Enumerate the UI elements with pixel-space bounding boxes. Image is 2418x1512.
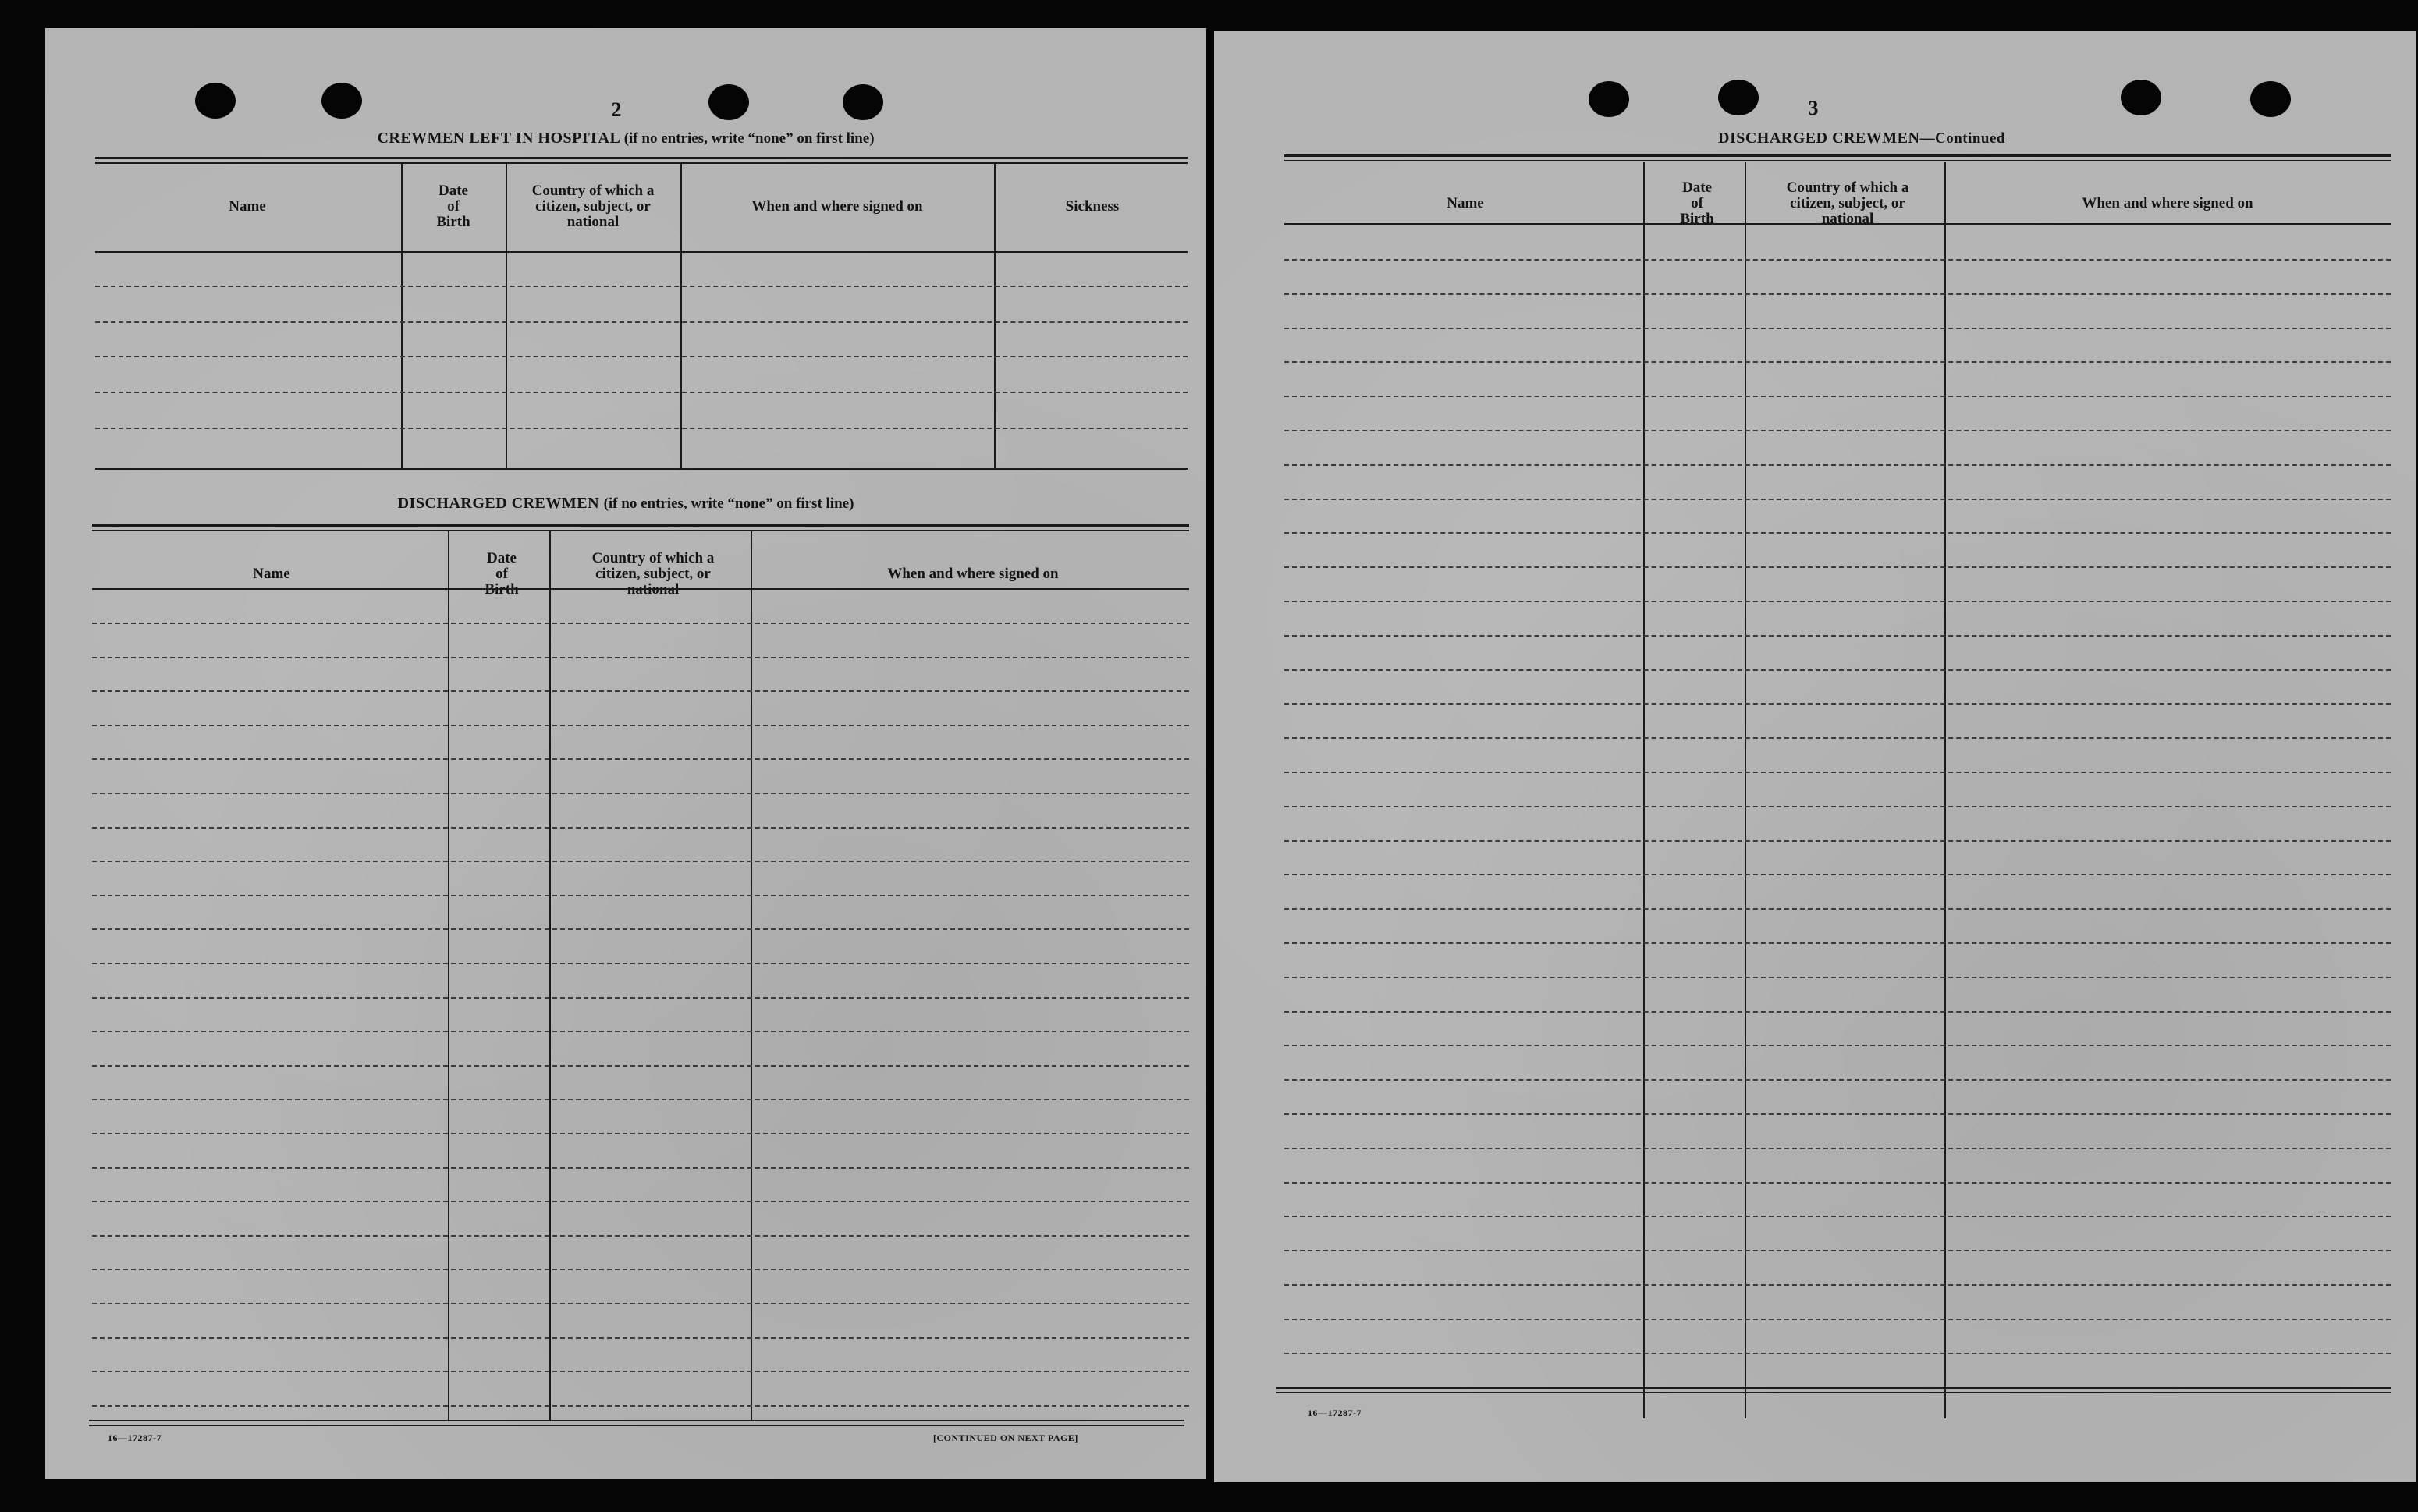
- entry-line: [92, 1201, 1189, 1202]
- entry-line: [92, 1235, 1189, 1237]
- entry-line: [1284, 840, 2391, 842]
- entry-line: [1284, 1250, 2391, 1251]
- entry-line: [92, 1269, 1189, 1270]
- entry-line: [92, 928, 1189, 930]
- entry-line: [1284, 1011, 2391, 1013]
- entry-line: [1284, 293, 2391, 295]
- entry-line: [1284, 669, 2391, 671]
- entry-line: [1284, 703, 2391, 705]
- continued-label: —Continued: [1919, 130, 2005, 147]
- header-rule: [1284, 223, 2391, 225]
- entry-line: [1284, 806, 2391, 807]
- continued-note: [CONTINUED ON NEXT PAGE]: [933, 1432, 1078, 1443]
- discharged-section-title: [45, 495, 1206, 513]
- entry-line: [95, 286, 1188, 287]
- entry-line: [92, 1303, 1189, 1304]
- entry-line: [92, 1133, 1189, 1134]
- table-top-rule: [1284, 160, 2391, 161]
- column-header-name: Name: [253, 566, 290, 582]
- column-divider: [751, 531, 752, 1421]
- entry-line: [95, 321, 1188, 323]
- entry-line: [92, 690, 1189, 692]
- entry-line: [1284, 566, 2391, 568]
- entry-line: [95, 428, 1188, 429]
- form-page-right: [1214, 31, 2416, 1482]
- form-code: 16—17287-7: [108, 1432, 162, 1443]
- entry-line: [1284, 874, 2391, 875]
- column-header-signed-on: When and where signed on: [751, 198, 923, 215]
- column-header-name: Name: [1447, 195, 1484, 211]
- column-header-country: Country of which a citizen, subject, or national: [531, 183, 655, 230]
- table-bottom-rule: [1276, 1392, 2391, 1393]
- column-header-country: Country of which a citizen, subject, or national: [1786, 179, 1909, 227]
- entry-line: [1284, 1353, 2391, 1354]
- hospital-title-note: (if no entries, write “none” on first line): [623, 130, 875, 147]
- entry-line: [92, 793, 1189, 794]
- column-divider: [506, 164, 507, 470]
- entry-line: [1284, 1216, 2391, 1217]
- entry-line: [1284, 361, 2391, 363]
- entry-line: [92, 1337, 1189, 1339]
- entry-line: [1284, 464, 2391, 466]
- entry-line: [1284, 499, 2391, 500]
- column-header-date-of-birth: Date of Birth: [1680, 179, 1714, 227]
- entry-line: [1284, 942, 2391, 944]
- column-divider: [549, 531, 551, 1421]
- entry-line: [92, 1167, 1189, 1169]
- table-bottom-rule: [89, 1420, 1184, 1421]
- entry-line: [1284, 1079, 2391, 1081]
- entry-line: [92, 827, 1189, 829]
- column-header-signed-on: When and where signed on: [887, 566, 1059, 582]
- entry-line: [1284, 1182, 2391, 1184]
- entry-line: [1284, 1045, 2391, 1046]
- discharged-title-note: (if no entries, write “none” on first line): [603, 495, 854, 512]
- entry-line: [1284, 1148, 2391, 1149]
- column-header-country: Country of which a citizen, subject, or national: [591, 550, 715, 598]
- punch-hole: [2250, 81, 2291, 117]
- column-divider: [401, 164, 403, 470]
- table-bottom-rule: [1276, 1387, 2391, 1389]
- punch-hole: [1718, 80, 1759, 115]
- hospital-section-title: [45, 130, 1206, 147]
- column-header-date-of-birth: Date of Birth: [436, 183, 470, 230]
- punch-hole: [708, 84, 749, 120]
- punch-hole: [195, 83, 236, 119]
- entry-line: [1284, 977, 2391, 978]
- entry-line: [1284, 1284, 2391, 1286]
- entry-line: [92, 758, 1189, 760]
- entry-line: [1284, 430, 2391, 431]
- punch-hole: [2121, 80, 2161, 115]
- punch-hole: [1589, 81, 1629, 117]
- page-number: 2: [611, 98, 622, 121]
- entry-line: [1284, 908, 2391, 910]
- entry-line: [1284, 532, 2391, 534]
- entry-line: [1284, 396, 2391, 397]
- entry-line: [92, 657, 1189, 658]
- column-header-name: Name: [229, 198, 266, 215]
- discharged-continued-title-text: DISCHARGED CREWMEN: [1718, 130, 1920, 147]
- entry-line: [1284, 737, 2391, 739]
- entry-line: [92, 997, 1189, 999]
- column-divider: [680, 164, 682, 470]
- entry-line: [92, 623, 1189, 624]
- page-number: 3: [1808, 97, 1819, 119]
- entry-line: [1284, 259, 2391, 261]
- entry-line: [1284, 328, 2391, 329]
- header-rule: [92, 588, 1189, 590]
- entry-line: [92, 861, 1189, 862]
- column-header-sickness: Sickness: [1065, 198, 1120, 215]
- entry-line: [1284, 601, 2391, 602]
- table-bottom-rule: [89, 1425, 1184, 1426]
- entry-line: [1284, 772, 2391, 773]
- entry-line: [95, 392, 1188, 393]
- table-top-rule: [95, 157, 1188, 159]
- table-top-rule: [92, 524, 1189, 527]
- column-divider: [448, 531, 449, 1421]
- discharged-title-text: DISCHARGED CREWMEN: [397, 495, 600, 512]
- column-divider: [1643, 162, 1645, 1418]
- entry-line: [92, 1405, 1189, 1407]
- entry-line: [92, 1031, 1189, 1032]
- entry-line: [92, 1371, 1189, 1372]
- column-divider: [1745, 162, 1746, 1418]
- column-divider: [1944, 162, 1946, 1418]
- hospital-title-text: CREWMEN LEFT IN HOSPITAL: [377, 130, 620, 147]
- entry-line: [1284, 1113, 2391, 1115]
- column-divider: [994, 164, 996, 470]
- entry-line: [92, 963, 1189, 964]
- entry-line: [92, 895, 1189, 896]
- table-top-rule: [1284, 154, 2391, 157]
- form-page-left: [45, 28, 1206, 1479]
- entry-line: [92, 1065, 1189, 1067]
- column-header-signed-on: When and where signed on: [2082, 195, 2253, 211]
- entry-line: [92, 725, 1189, 726]
- entry-line: [95, 356, 1188, 357]
- table-bottom-rule: [95, 468, 1188, 470]
- entry-line: [1284, 635, 2391, 637]
- column-header-date-of-birth: Date of Birth: [485, 550, 519, 598]
- punch-hole: [843, 84, 883, 120]
- header-rule: [95, 251, 1188, 253]
- entry-line: [92, 1099, 1189, 1100]
- form-code: 16—17287-7: [1308, 1407, 1362, 1418]
- punch-hole: [321, 83, 362, 119]
- entry-line: [1284, 1319, 2391, 1320]
- discharged-continued-title: [1542, 130, 2182, 147]
